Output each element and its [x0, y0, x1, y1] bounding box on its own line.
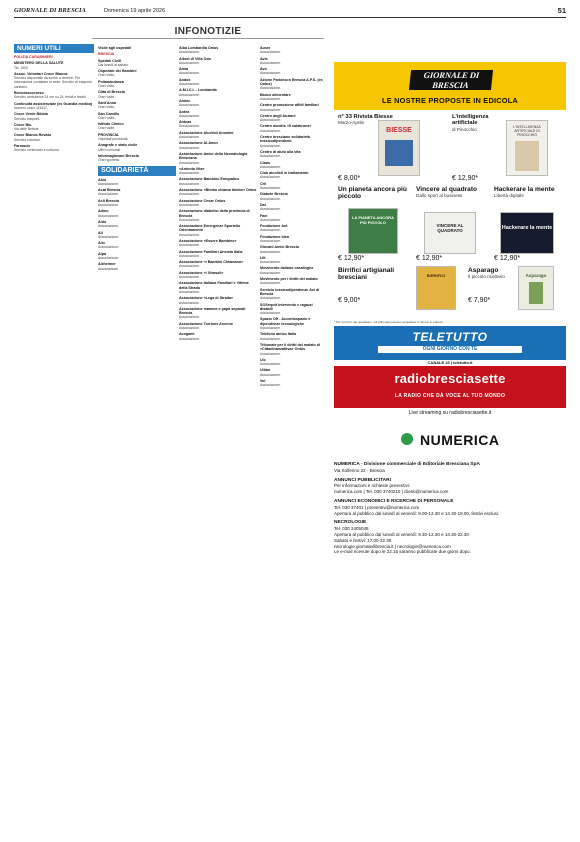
column-associations-2: [260, 44, 326, 834]
entry-title: Anteas: [179, 120, 192, 125]
entry-title: Albert di Villa Odo: [179, 56, 211, 61]
product-ai-price: [452, 176, 522, 182]
cover-label: L'INTELLIGENZA ARTIFICIALE DI PINOCCHIO: [513, 125, 541, 137]
entry-body: Associazione.: [260, 118, 281, 123]
entry-title: Spazio Off - Accentospazio e dipendenze tecnologiche: [260, 317, 311, 326]
entry-title: Uic: [260, 357, 266, 362]
entry-body: Orari visite.: [98, 105, 116, 110]
price-hackerare: € 12,90*: [494, 255, 521, 262]
price-pianeta: € 12,90*: [338, 255, 365, 262]
contact-line: Tel. 030 2405048: [334, 526, 369, 532]
entry-body: Associazione.: [98, 266, 119, 271]
entry-body: Tel. 1500: [14, 65, 28, 70]
entry-title: Associazione Emergenze Sportello Orientamento: [179, 224, 241, 233]
entry-body: Associazione.: [179, 124, 200, 129]
entry-body: Associazione.: [260, 260, 281, 265]
product-birrifici-price: [338, 298, 408, 304]
entry-body: Associazione.: [260, 372, 281, 377]
contact-line: Tel. 030 37401 | preventivi@numerica.com: [334, 504, 420, 510]
entry-title: Associazione Familiari Anemia Italia: [179, 249, 243, 254]
teletutto-logo: TELETUTTO: [412, 330, 488, 344]
price-ai: € 12,90*: [452, 175, 479, 182]
entry-body: Orari visite.: [98, 115, 116, 120]
entry-title: Acat Brescia: [98, 188, 121, 193]
entry-body: Orari visite.: [98, 126, 116, 131]
entry-title: Alba Lombardia Onlus: [179, 46, 219, 50]
numerica-brand: [334, 428, 566, 456]
entry-title: Città di Brescia: [98, 90, 125, 95]
product-subtitle: Marzo-Aprile: [338, 120, 365, 126]
contact-heading: NUMERICA - Divisione commerciale di Editoriale Bresciana SpA: [334, 462, 480, 467]
entry-title: Associazione Amici della Neonatologia Bresciana: [179, 151, 248, 161]
entry-body: Associazione.: [260, 107, 281, 112]
entry-body: Dal lunedì al sabato.: [98, 62, 129, 67]
product-title: L'intelligenza artificiale: [452, 114, 489, 127]
entry-body: Associazione.: [179, 113, 200, 118]
contact-line: Apertura al pubblico dal lunedì al venerdì: 9.30-12.30 e 14.30-22.30: [334, 531, 469, 537]
product-asparago[interactable]: [468, 267, 516, 280]
cover-label: Asparago: [525, 273, 547, 278]
entry-body: Associazione.: [98, 224, 119, 229]
entry-body: Associazione.: [179, 92, 200, 97]
entry-title: Poliambulanza: [98, 79, 124, 84]
entry-body: Associazione.: [179, 264, 200, 269]
newspaper-name: GIORNALE DI BRESCIA: [14, 7, 86, 14]
entry-subheading: BRESCIA: [98, 52, 115, 57]
radio-tagline: LA RADIO CHE DÀ VOCE AL TUO MONDO: [394, 393, 506, 399]
cover-label: LA PIANETA ANCORA PIÙ PICCOLO: [352, 215, 394, 225]
product-ai-pinocchio[interactable]: [452, 114, 512, 133]
entry-title: Uildm: [260, 368, 271, 373]
issue-date: Domenica 19 aprile 2026: [104, 7, 166, 14]
entry-title: MINISTERO DELLA SALUTE: [14, 61, 64, 66]
entry-body: Associazione.: [260, 60, 281, 65]
entry-title: Avogami: [179, 332, 195, 337]
entry-title: Informagiovani Brescia: [98, 153, 139, 158]
cover-hackerare: [500, 212, 554, 254]
solidarity-heading: SOLIDARIETÀ: [98, 166, 176, 176]
entry-body: Associazione.: [98, 181, 119, 186]
contact-line: necrologie.giornaledibrescia.it | necrologie@numerica.com: [334, 543, 451, 549]
product-vincere[interactable]: [416, 186, 488, 199]
entry-title: Assoc. Volontari Croce Bianca: [14, 71, 68, 76]
entry-title: Istituto Clinico: [98, 122, 124, 127]
entry-body: Associazione.: [179, 181, 200, 186]
entry-body: Associazione.: [179, 275, 200, 280]
section-title: INFONOTIZIE: [92, 26, 324, 39]
entry-body: Associazione.: [260, 281, 281, 286]
product-title: Un pianeta ancora più piccolo: [338, 186, 407, 200]
entry-body: Associazione.: [179, 232, 200, 237]
entry-body: Numero unico 116117.: [14, 105, 48, 110]
entry-title: Acli Brescia: [98, 198, 120, 203]
entry-body: Associazione.: [260, 238, 281, 243]
entry-title: Servizio tossicodipendenze Asl di Brescia: [260, 287, 320, 296]
entry-body: Associazione.: [179, 192, 200, 197]
entry-body: Associazione.: [260, 336, 281, 341]
teletutto-banner[interactable]: [334, 326, 566, 360]
cover-biesse: [378, 120, 420, 176]
entry-title: Telefono amico Italia: [260, 332, 297, 337]
entry-title: Vol: [260, 379, 266, 383]
entry-body: Associazione.: [260, 270, 281, 275]
entry-title: Avo: [260, 67, 267, 72]
entry-body: Associazione.: [260, 362, 281, 367]
entry-body: Associazione.: [260, 207, 281, 212]
entry-title: Farmacie: [14, 144, 31, 149]
column-hospital-visits: [98, 44, 176, 834]
product-asparago-price: [468, 298, 538, 304]
entry-title: Aido: [98, 219, 107, 224]
promo-tagline: LE NOSTRE PROPOSTE IN EDICOLA: [382, 96, 518, 105]
entry-body: Associazione.: [260, 128, 281, 133]
entry-body: Orari sportello.: [98, 158, 121, 163]
product-pianeta-price: [338, 256, 408, 262]
entry-title: Cril: [260, 181, 267, 186]
cover-label: BIRRIFICI: [426, 273, 446, 278]
entry-title: Visite agli ospedali: [98, 46, 132, 50]
entry-title: Auser: [260, 46, 271, 50]
product-pianeta[interactable]: [338, 186, 410, 200]
entry-title: Movimento per i diritti del malato: [260, 277, 318, 282]
entry-body: Associazione.: [260, 249, 281, 254]
entry-body: Associazione.: [260, 71, 281, 76]
product-title: Birrifici artigianali bresciani: [338, 267, 395, 281]
entry-title: Alzheimer: [98, 262, 116, 267]
contact-line: Sabato e festivi: 17.00-22.30.: [334, 537, 393, 543]
contact-line: Per informazioni e richieste preventivi:: [334, 483, 411, 489]
radio-stream: Live streaming su radiobresciasette.it: [408, 410, 492, 416]
entry-title: Continuità assistenziale (ex Guardia medica): [14, 101, 93, 106]
entry-title: SOSreprit intervento e ragazzi disabili: [260, 302, 313, 311]
entry-title: Associazione Torrione Arcenre: [179, 321, 234, 326]
price-vincere: € 12,90*: [416, 255, 443, 262]
entry-title: Banco alimentare: [260, 92, 291, 97]
promo-logo: GIORNALE DI BRESCIA: [409, 70, 493, 90]
entry-title: «Antonia Vita»: [179, 166, 205, 171]
contact-line: Via Solferino 22 - Brescia: [334, 467, 385, 473]
entry-title: Ail: [98, 230, 103, 235]
cover-image: [515, 141, 539, 171]
entry-body: Associazione.: [98, 213, 119, 218]
entry-body: Associazione.: [179, 171, 200, 176]
entry-title: San Camillo: [98, 111, 120, 116]
entry-body: Associazione.: [260, 186, 281, 191]
entry-title: Croce Verde Bibbia: [14, 112, 48, 117]
entry-body: Associazione.: [260, 217, 281, 222]
entry-body: Servizio continuato e notturno.: [14, 148, 60, 153]
numerica-logo-text: NUMERICA: [420, 432, 500, 448]
entry-title: Associazione «Lega di Strada»: [179, 296, 234, 301]
entry-body: Associazione.: [179, 50, 200, 55]
entry-body: Associazione.: [98, 234, 119, 239]
numerica-contacts: [334, 458, 566, 555]
cover-image: [385, 140, 413, 166]
contact-line: Apertura al pubblico dal lunedì al venerdì: 9.00-12.30 e 14.30-19.00, festivi esclusi.: [334, 510, 500, 516]
product-subtitle: Libertà digitale: [494, 193, 524, 198]
entry-title: Associazione Bambino Emopatico: [179, 177, 240, 182]
entry-body: Associazione.: [98, 203, 119, 208]
entry-body: Associazione.: [179, 315, 200, 320]
entry-body: Associazione.: [260, 143, 281, 148]
cover-ai-pinocchio: [506, 120, 548, 176]
entry-title: Avis: [260, 56, 268, 61]
contact-heading: ANNUNCI ECONOMICI E RICERCHE DI PERSONALE: [334, 498, 454, 504]
teletutto-channel: CANALE 16 | teletutto.it: [427, 360, 473, 365]
entry-body: Associazione.: [179, 336, 200, 341]
entry-body: Associazione.: [260, 96, 281, 101]
entry-body: Orari visite.: [98, 73, 116, 78]
entry-body: Associazione.: [260, 196, 281, 201]
entry-title: Centro ascolto «Il calabrone»: [260, 124, 312, 129]
entry-body: Orari visite.: [98, 94, 116, 99]
entry-title: Tribunale per il diritti del malato di «Cittadinanzattiva» Onlus: [260, 342, 321, 352]
cover-label: VINCERE AL QUADRATO: [436, 223, 464, 233]
product-biesse-price: [338, 176, 408, 182]
entry-body: Associazione.: [260, 50, 281, 55]
entry-title: Centro bresciano solidarietà tossicodipendenti: [260, 135, 310, 144]
column-associations: [179, 44, 257, 834]
entry-title: Associazione Cesar Onlus: [179, 198, 226, 203]
entry-title: Anagrafe e stato civile: [98, 143, 138, 148]
column-useful-numbers: [14, 44, 94, 834]
product-title: Hackerare la mente: [494, 186, 555, 193]
promo-footnote: * Più il prezzo del quotidiano. Gli abbonati possono acquistare il volume in edicola: [334, 320, 443, 324]
entry-body: Orari visite.: [98, 84, 116, 89]
entry-body: Associazione.: [179, 243, 200, 248]
entry-title: Diabete Brescia: [260, 192, 288, 197]
entry-body: Associazione.: [179, 103, 200, 108]
entry-body: Associazione.: [98, 255, 119, 260]
entry-body: Associazione.: [179, 135, 200, 140]
entry-body: Associazione.: [179, 160, 200, 165]
entry-title: Admo: [98, 209, 109, 214]
product-birrifici[interactable]: [338, 267, 410, 281]
cover-birrifici: [416, 266, 456, 310]
entry-title: PROVINCIA: [98, 132, 119, 137]
entry-title: Movimento italiano casalinghe: [260, 266, 314, 271]
entry-body: Associazione.: [179, 217, 200, 222]
entry-body: Associazione.: [260, 154, 281, 159]
entry-body: Associazione.: [98, 192, 119, 197]
entry-title: Associazione «I Bambini Chiamano»: [179, 260, 244, 265]
entry-title: Ciaos: [260, 160, 271, 165]
entry-body: Servizio volontari.: [14, 137, 41, 142]
cover-label: Hackerare la mente: [501, 225, 553, 231]
entry-title: Dai: [260, 202, 266, 207]
entry-title: Giovani Amici Brescia: [260, 245, 299, 250]
entry-title: Lilt: [260, 255, 266, 260]
entry-body: Associazione.: [179, 289, 200, 294]
product-hackerare-price: [494, 256, 564, 262]
product-hackerare[interactable]: [494, 186, 564, 199]
entry-body: Associazione.: [260, 175, 281, 180]
entry-title: Centro degli Anziani: [260, 113, 296, 118]
entry-title: Fondazione Ant: [260, 224, 288, 229]
entry-title: Amia: [179, 67, 189, 72]
entry-title: Bresciasoccorso: [14, 91, 44, 96]
promo-banner: [334, 62, 566, 110]
cover-vincere: [424, 212, 476, 254]
entry-title: Abio: [98, 177, 107, 182]
entry-body: Uffici comunali.: [98, 147, 121, 152]
price-birrifici: € 9,00*: [338, 297, 361, 304]
entry-title: Sant'Anna: [98, 100, 117, 105]
entry-title: Croce Blu: [14, 122, 32, 127]
entry-title: Club alcolisti in trattamento: [260, 171, 309, 176]
entry-body: Associazione.: [179, 60, 200, 65]
entry-body: Associazione.: [260, 86, 281, 91]
entry-body: Servizio disponibile da lunedì a venerdì. Per informazioni contattare la sede. Servizio di trasporto sanitario.: [14, 76, 93, 89]
entry-body: Servizio ambulanze 24 ore su 24, feriali e festivi.: [14, 95, 87, 100]
entry-title: Associazione Italiana Familiari e Vittime della Strada: [179, 281, 249, 290]
entry-body: Ospedali provinciali.: [98, 137, 129, 142]
cover-pianeta: [348, 208, 398, 254]
entry-title: Associazione «Bimbo chiama bimbo» Onlus: [179, 188, 257, 193]
entry-title: Ospedale dei Bambini: [98, 69, 137, 74]
product-subtitle: Dallo sport al business: [416, 193, 463, 198]
entry-body: Associazione.: [260, 326, 281, 331]
entry-body: Associazione.: [98, 245, 119, 250]
entry-title: Andos: [179, 77, 191, 82]
entry-body: Associazione.: [260, 351, 281, 356]
product-subtitle: Il piccolo ricettario: [468, 274, 505, 279]
radio-logo: radiobresciasette: [394, 371, 506, 386]
entry-body: Associazione.: [179, 202, 200, 207]
entry-title: Associazione diabetici della provincia di Brescia: [179, 209, 250, 218]
entry-body: Associazione.: [260, 228, 281, 233]
entry-title: Croce Bianca Rovato: [14, 133, 52, 138]
entry-body: Associazione.: [179, 253, 200, 258]
entry-title: Antea: [179, 109, 190, 114]
page-number: 51: [557, 6, 566, 15]
product-title: n° 33 Rivista Biesse: [338, 114, 393, 120]
entry-body: Associazione.: [179, 71, 200, 76]
entry-title: Azione Parkinson Brescia A.P.S. (ex Onlus): [260, 77, 323, 87]
entry-body: Associazione.: [260, 383, 281, 388]
price-biesse: € 8,00*: [338, 175, 361, 182]
entry-body: Servizio trasporti.: [14, 116, 41, 121]
entry-body: Associazione.: [179, 300, 200, 305]
entry-title: Spedali Civili: [98, 58, 121, 63]
entry-title: A.M.I.C.I. - Lombardia: [179, 88, 217, 93]
entry-body: Associazione.: [179, 82, 200, 87]
numerica-logo-icon: [401, 433, 413, 445]
entry-body: Associazione.: [179, 145, 200, 150]
product-vincere-price: [416, 256, 486, 262]
page-header: [14, 6, 566, 18]
product-title: Vincere al quadrato: [416, 186, 478, 193]
cover-label: BIESSE: [386, 127, 412, 134]
entry-body: Associazione.: [260, 296, 281, 301]
entry-title: Centro promozione affidi familiari: [260, 103, 319, 108]
entry-title: Centro di aiuto alla vita: [260, 149, 301, 154]
teletutto-slogan: OGNI GIORNO CON TE: [378, 346, 522, 353]
entry-title: Associazione mamme e papà separati Brescia: [179, 306, 246, 316]
entry-body: Via delle Bettole.: [14, 127, 40, 132]
entry-title: Alpa: [98, 251, 106, 256]
entry-title: Associazione «I Girasoli»: [179, 270, 224, 275]
useful-numbers-heading: NUMERI UTILI: [14, 44, 94, 53]
entry-title: Fondazione Idea: [260, 234, 289, 239]
entry-body: Associazione.: [260, 311, 281, 316]
entry-title: Anmic: [179, 98, 191, 103]
contact-line: numerica.com | Tel. 030 3740210 | clienti@numerica.com: [334, 489, 449, 495]
entry-body: Associazione.: [260, 164, 281, 169]
entry-title: Associazione Al-Anon: [179, 141, 218, 146]
entry-title: Faei: [260, 213, 268, 218]
contact-heading: NECROLOGIE: [334, 520, 367, 526]
price-asparago: € 7,90*: [468, 297, 491, 304]
product-subtitle: di Pinocchio: [452, 126, 477, 132]
product-title: Asparago: [468, 267, 499, 274]
entry-subheading: POLIZIA CARABINIERI: [14, 55, 53, 59]
contact-line: Le e-mail ricevute dopo le 22.15 saranno pubblicate due giorni dopo.: [334, 549, 471, 555]
entry-title: Associazione Alcolisti Anonimi: [179, 130, 234, 135]
contact-heading: ANNUNCI PUBBLICITARI: [334, 477, 391, 483]
entry-title: Airc: [98, 241, 106, 246]
promo-panel: [334, 62, 566, 320]
entry-body: Associazione.: [179, 326, 200, 331]
radio-banner[interactable]: [334, 366, 566, 408]
entry-title: Associazione «Essere Bambino»: [179, 238, 237, 243]
